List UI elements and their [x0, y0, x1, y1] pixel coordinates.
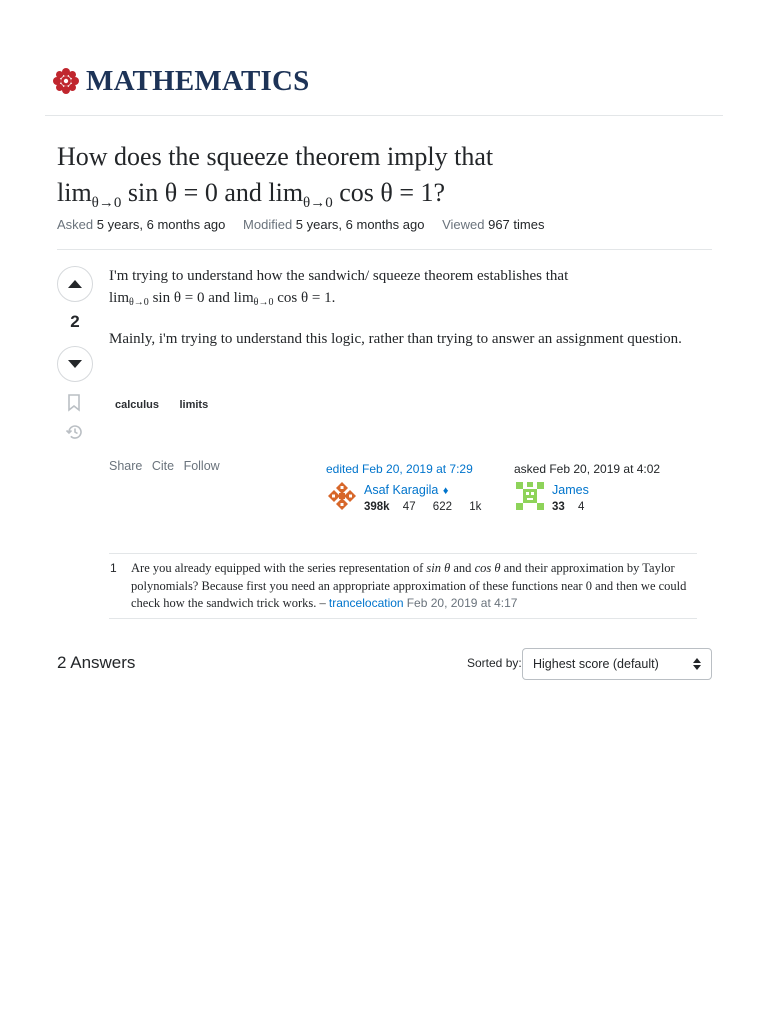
editor-name[interactable]: Asaf Karagila [364, 483, 439, 497]
identicon-icon [514, 480, 546, 512]
modified-value[interactable]: 5 years, 6 months ago [295, 217, 425, 232]
comment-user[interactable]: trancelocation [328, 596, 404, 610]
asked-label: Asked [57, 217, 94, 232]
owner-rep: 33 [552, 501, 565, 513]
question-paragraph: Mainly, i'm trying to understand this logic, rather than trying to answer an assignment question. [109, 331, 682, 347]
comment-score: 1 [110, 561, 117, 575]
site-logo-icon [52, 67, 80, 95]
upvote-button[interactable] [57, 266, 93, 302]
viewed-label: Viewed [442, 217, 485, 232]
editor-bronze-badges: 1k [469, 501, 482, 513]
edited-timestamp[interactable]: edited Feb 20, 2019 at 7:29 [326, 462, 473, 476]
identicon-icon [326, 480, 358, 512]
owner-name[interactable]: James [552, 483, 589, 497]
editor-rep: 398k [364, 501, 390, 513]
header-divider [45, 115, 723, 116]
question-body [109, 266, 699, 367]
history-button[interactable] [65, 423, 84, 446]
asked-timestamp: asked Feb 20, 2019 at 4:02 [514, 462, 661, 476]
sort-arrows-icon [693, 658, 701, 670]
share-link[interactable]: Share [109, 459, 143, 473]
site-header[interactable] [52, 64, 309, 98]
tag-calculus[interactable]: calculus [109, 396, 165, 414]
history-icon [65, 423, 84, 441]
sort-label: Sorted by: [467, 656, 522, 670]
editor-details [364, 481, 495, 513]
title-divider [57, 249, 712, 250]
bookmark-button[interactable] [67, 394, 81, 417]
tag-limits[interactable]: limits [173, 396, 214, 414]
owner-reputation [552, 501, 598, 513]
asked-value: 5 years, 6 months ago [96, 217, 226, 232]
editor-gold-badges: 47 [402, 501, 416, 513]
comment-date[interactable]: Feb 20, 2019 at 4:17 [406, 596, 518, 610]
question-paragraph: I'm trying to understand how the sandwich/ squeeze theorem establishes that $\lim_{\theta\to 0} \sin \theta = 0$ and $\lim_{\theta\to 0} \cos \theta = 1$. [109, 268, 569, 308]
comment-math-zero: 0 [585, 578, 592, 593]
tag-list [109, 395, 218, 414]
comment-divider [109, 553, 697, 554]
comment-math-cos: cos θ [474, 561, 501, 575]
arrow-down-icon [67, 359, 83, 369]
arrow-up-icon [67, 279, 83, 289]
question-meta [57, 217, 544, 232]
comment: Are you already equipped with the series representation of sin θ and cos θ and their approximation by Taylor polynomials? Because first you need an appropriate approximation of these functions near 0 and then we could check how the sandwich trick works. – trancelocation Feb 20, 2019 at 4:17 [131, 561, 687, 610]
owner-bronze-badges: 4 [578, 501, 585, 513]
editor-silver-badges: 622 [432, 501, 452, 513]
comment-math-sin: sin θ [426, 561, 451, 575]
site-logo-text: MATHEMATICS [86, 64, 310, 97]
viewed-value: 967 times [488, 217, 545, 232]
editor-reputation [364, 501, 495, 513]
downvote-button[interactable] [57, 346, 93, 382]
owner-details [552, 481, 598, 513]
cite-link[interactable]: Cite [151, 459, 175, 473]
comment-divider [109, 618, 697, 619]
vote-count: 2 [70, 312, 80, 331]
question-title-math: $\lim_{\theta\to 0} \sin \theta = 0$ and $\lim_{\theta\to 0} \cos \theta = 1$? [57, 178, 446, 211]
editor-avatar[interactable] [326, 480, 358, 517]
answers-count: 2 Answers [57, 653, 136, 672]
moderator-diamond-icon: ♦ [442, 485, 449, 497]
sort-select[interactable] [522, 648, 712, 680]
owner-avatar[interactable] [514, 480, 546, 517]
question-title[interactable] [57, 139, 697, 221]
question-title-text: How does the squeeze theorem imply that [57, 142, 494, 171]
bookmark-icon [67, 394, 81, 412]
post-menu [109, 459, 226, 473]
follow-link[interactable]: Follow [183, 459, 220, 473]
sort-value: Highest score (default) [533, 657, 659, 671]
modified-label: Modified [243, 217, 293, 232]
